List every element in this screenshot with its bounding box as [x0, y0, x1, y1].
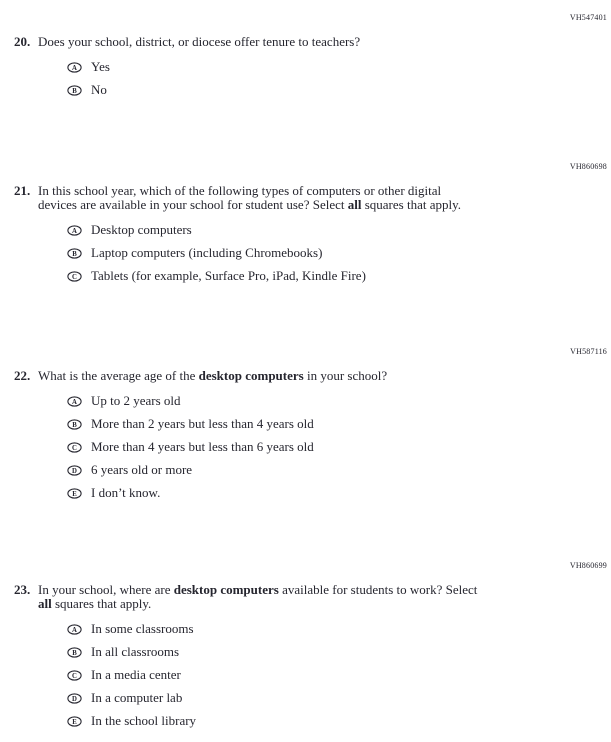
answer-option[interactable] [67, 440, 611, 454]
bubble-letter: B [72, 250, 77, 258]
bubble-letter: C [72, 444, 77, 452]
option-label: In all classrooms [91, 644, 180, 659]
question-prompt [38, 583, 583, 611]
answer-option[interactable] [67, 486, 611, 500]
prompt-text: in your school? [303, 368, 388, 383]
answer-option[interactable] [67, 60, 611, 74]
answer-option[interactable] [67, 463, 611, 477]
bubble-letter: E [72, 490, 77, 498]
question-prompt [38, 35, 583, 49]
question-code: VH547401 [569, 13, 607, 22]
bubble-letter: B [72, 421, 77, 429]
oval-bubble-icon[interactable] [67, 85, 82, 96]
prompt-text: In your school, where are [38, 582, 174, 597]
option-label: No [91, 82, 107, 97]
prompt-text: squares that apply. [51, 596, 152, 611]
oval-bubble-icon[interactable] [67, 419, 82, 430]
option-label: Tablets (for example, Surface Pro, iPad, Kindle Fire) [91, 268, 366, 283]
option-label: In a computer lab [91, 690, 183, 705]
bubble-letter: D [72, 467, 77, 475]
answer-option[interactable] [67, 714, 611, 728]
bubble-letter: B [72, 649, 77, 657]
oval-bubble-icon[interactable] [67, 225, 82, 236]
question-number: 20. [14, 34, 31, 49]
prompt-text: devices are available in your school for student use? Select [38, 197, 348, 212]
option-label: More than 4 years but less than 6 years old [91, 439, 314, 454]
question-prompt [38, 369, 583, 383]
answer-option[interactable] [67, 223, 611, 237]
oval-bubble-icon[interactable] [67, 693, 82, 704]
question-prompt [38, 184, 583, 212]
option-label: Yes [91, 59, 110, 74]
option-label: In the school library [91, 713, 197, 728]
oval-bubble-icon[interactable] [67, 396, 82, 407]
option-label: More than 2 years but less than 4 years old [91, 416, 314, 431]
bubble-letter: E [72, 718, 77, 726]
bubble-letter: B [72, 87, 77, 95]
question-number: 21. [14, 183, 31, 198]
answer-option[interactable] [67, 83, 611, 97]
bubble-letter: C [72, 672, 77, 680]
bubble-letter: A [72, 64, 77, 72]
question-code: VH860699 [569, 561, 607, 570]
question-22 [0, 347, 611, 509]
oval-bubble-icon[interactable] [67, 647, 82, 658]
oval-bubble-icon[interactable] [67, 624, 82, 635]
oval-bubble-icon[interactable] [67, 62, 82, 73]
options-list [38, 60, 611, 97]
oval-bubble-icon[interactable] [67, 488, 82, 499]
answer-option[interactable] [67, 691, 611, 705]
option-label: I don’t know. [91, 485, 161, 500]
oval-bubble-icon[interactable] [67, 442, 82, 453]
prompt-text-bold: desktop computers [198, 368, 304, 383]
answer-option[interactable] [67, 269, 611, 283]
question-20 [0, 13, 611, 106]
prompt-text-bold: desktop computers [173, 582, 279, 597]
options-list [38, 394, 611, 500]
bubble-letter: D [72, 695, 77, 703]
option-label: In a media center [91, 667, 181, 682]
question-21 [0, 162, 611, 292]
answer-option[interactable] [67, 246, 611, 260]
option-label: Up to 2 years old [91, 393, 181, 408]
answer-option[interactable] [67, 668, 611, 682]
oval-bubble-icon[interactable] [67, 248, 82, 259]
option-label: 6 years old or more [91, 462, 193, 477]
answer-option[interactable] [67, 622, 611, 636]
question-code: VH587116 [570, 347, 607, 356]
bubble-letter: C [72, 273, 77, 281]
oval-bubble-icon[interactable] [67, 670, 82, 681]
prompt-text: What is the average age of the [38, 368, 199, 383]
question-code: VH860698 [569, 162, 607, 171]
prompt-text-bold: all [38, 596, 52, 611]
question-23 [0, 561, 611, 737]
prompt-text: available for students to work? Select [278, 582, 478, 597]
prompt-text: squares that apply. [361, 197, 461, 212]
oval-bubble-icon[interactable] [67, 271, 82, 282]
oval-bubble-icon[interactable] [67, 716, 82, 727]
oval-bubble-icon[interactable] [67, 465, 82, 476]
answer-option[interactable] [67, 394, 611, 408]
answer-option[interactable] [67, 645, 611, 659]
question-number: 22. [14, 368, 31, 383]
prompt-text-bold: all [347, 197, 362, 212]
question-number: 23. [14, 582, 31, 597]
bubble-letter: A [72, 398, 77, 406]
bubble-letter: A [72, 227, 77, 235]
answer-option[interactable] [67, 417, 611, 431]
option-label: Desktop computers [91, 222, 192, 237]
option-label: Laptop computers (including Chromebooks) [91, 245, 323, 260]
options-list [38, 622, 611, 728]
prompt-text: In this school year, which of the following types of computers or other digital [38, 183, 442, 198]
option-label: In some classrooms [91, 621, 194, 636]
prompt-text: Does your school, district, or diocese offer tenure to teachers? [38, 34, 361, 49]
options-list [38, 223, 611, 283]
bubble-letter: A [72, 626, 77, 634]
